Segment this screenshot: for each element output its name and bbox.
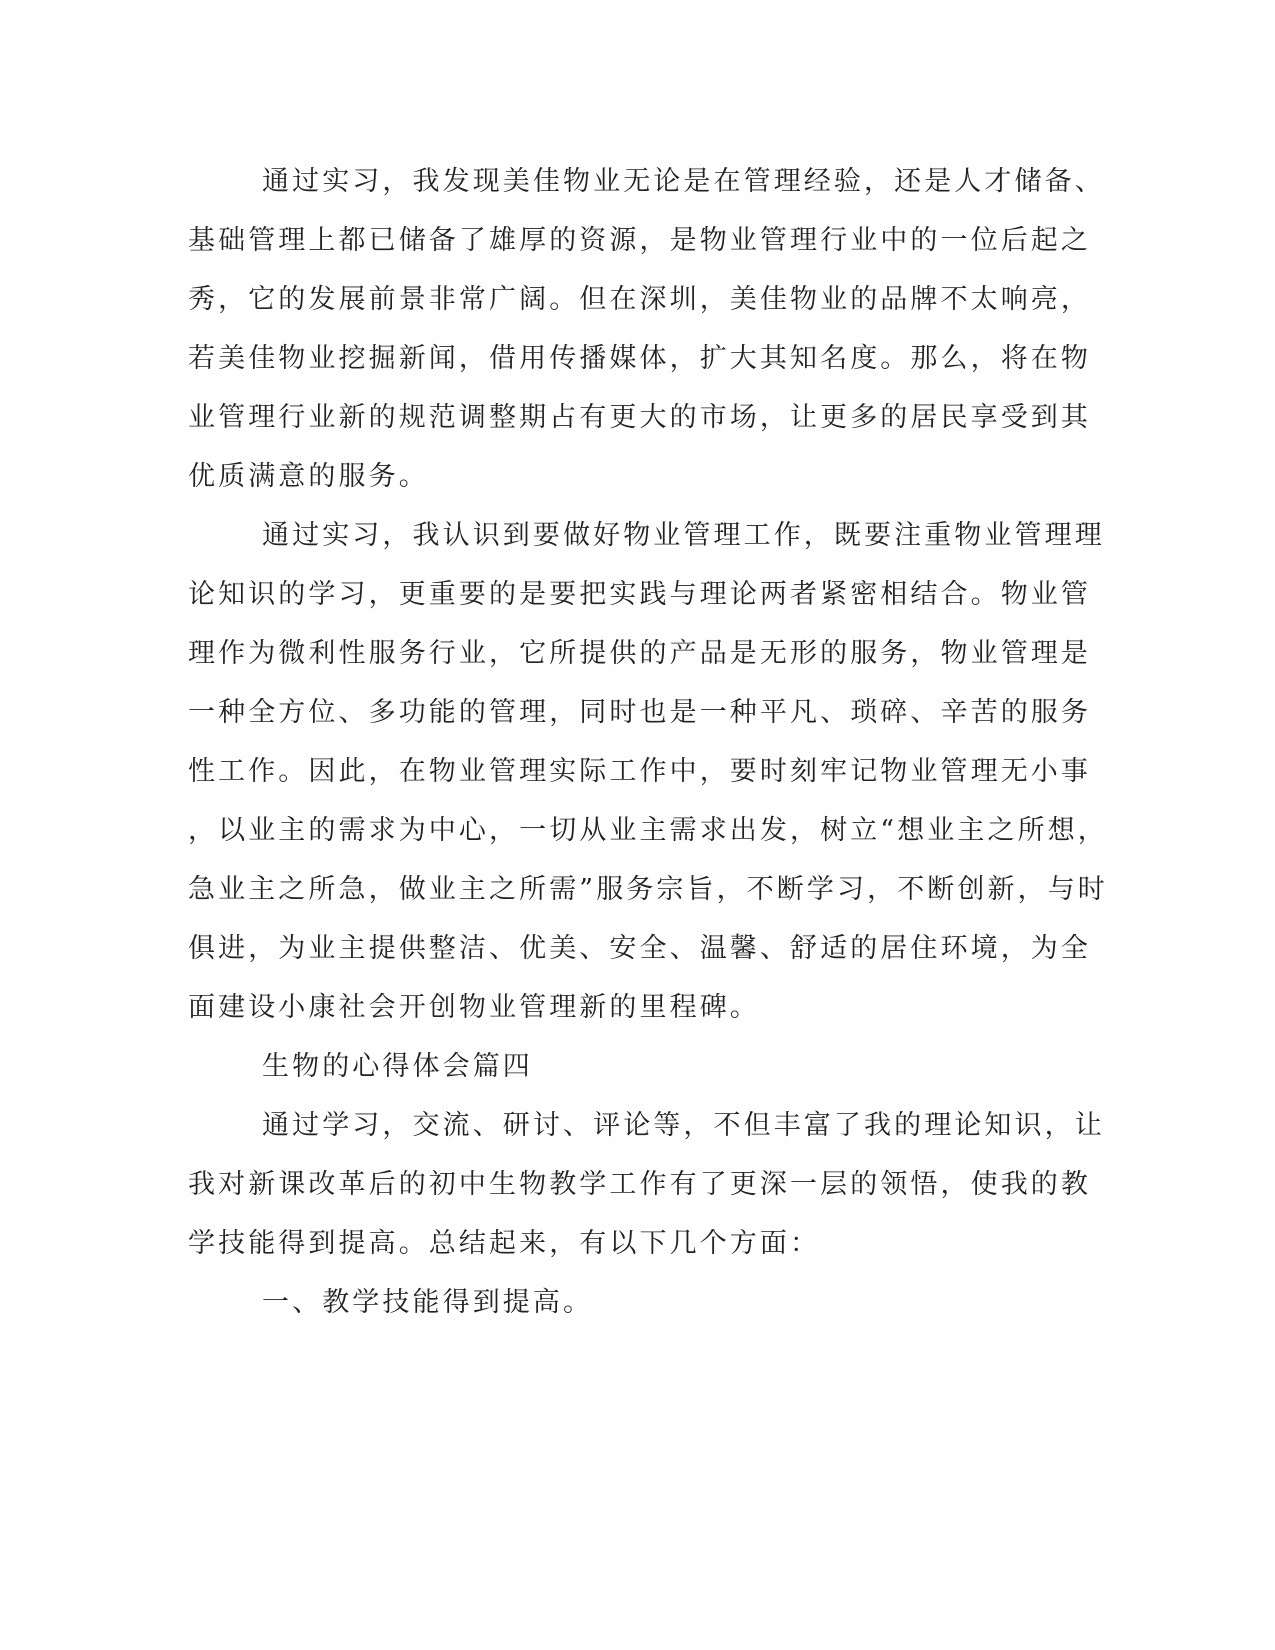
paragraph-2-line-2: 论知识的学习，更重要的是要把实践与理论两者紧密相结合。物业管 [188, 579, 1091, 610]
paragraph-2-line-8: 俱进，为业主提供整洁、优美、安全、温馨、舒适的居住环境，为全 [188, 933, 1091, 964]
paragraph-3-line-1: 通过学习，交流、研讨、评论等，不但丰富了我的理论知识，让 [262, 1110, 1105, 1141]
list-item-1: 一、教学技能得到提高。 [262, 1287, 594, 1318]
paragraph-1-line-6: 优质满意的服务。 [188, 461, 429, 492]
paragraph-1-line-4: 若美佳物业挖掘新闻，借用传播媒体，扩大其知名度。那么，将在物 [188, 343, 1091, 374]
paragraph-3-line-2: 我对新课改革后的初中生物教学工作有了更深一层的领悟，使我的教 [188, 1169, 1091, 1200]
paragraph-1-line-2: 基础管理上都已储备了雄厚的资源，是物业管理行业中的一位后起之 [188, 225, 1091, 256]
paragraph-1-line-3: 秀，它的发展前景非常广阔。但在深圳，美佳物业的品牌不太响亮， [188, 284, 1091, 315]
paragraph-2-line-3: 理作为微利性服务行业，它所提供的产品是无形的服务，物业管理是 [188, 638, 1091, 669]
paragraph-2-line-4: 一种全方位、多功能的管理，同时也是一种平凡、琐碎、辛苦的服务 [188, 697, 1091, 728]
paragraph-2-line-5: 性工作。因此，在物业管理实际工作中，要时刻牢记物业管理无小事 [188, 756, 1091, 787]
paragraph-2-line-9: 面建设小康社会开创物业管理新的里程碑。 [188, 992, 760, 1023]
paragraph-1-line-1: 通过实习，我发现美佳物业无论是在管理经验，还是人才储备、 [262, 166, 1105, 197]
paragraph-1-line-5: 业管理行业新的规范调整期占有更大的市场，让更多的居民享受到其 [188, 402, 1091, 433]
paragraph-2-line-7: 急业主之所急，做业主之所需”服务宗旨，不断学习，不断创新，与时 [188, 874, 1108, 905]
paragraph-2-line-1: 通过实习，我认识到要做好物业管理工作，既要注重物业管理理 [262, 520, 1105, 551]
paragraph-2-line-6: ，以业主的需求为中心，一切从业主需求出发，树立“想业主之所想， [188, 815, 1108, 846]
paragraph-3-line-3: 学技能得到提高。总结起来，有以下几个方面： [188, 1228, 821, 1259]
section-heading: 生物的心得体会篇四 [262, 1051, 533, 1082]
